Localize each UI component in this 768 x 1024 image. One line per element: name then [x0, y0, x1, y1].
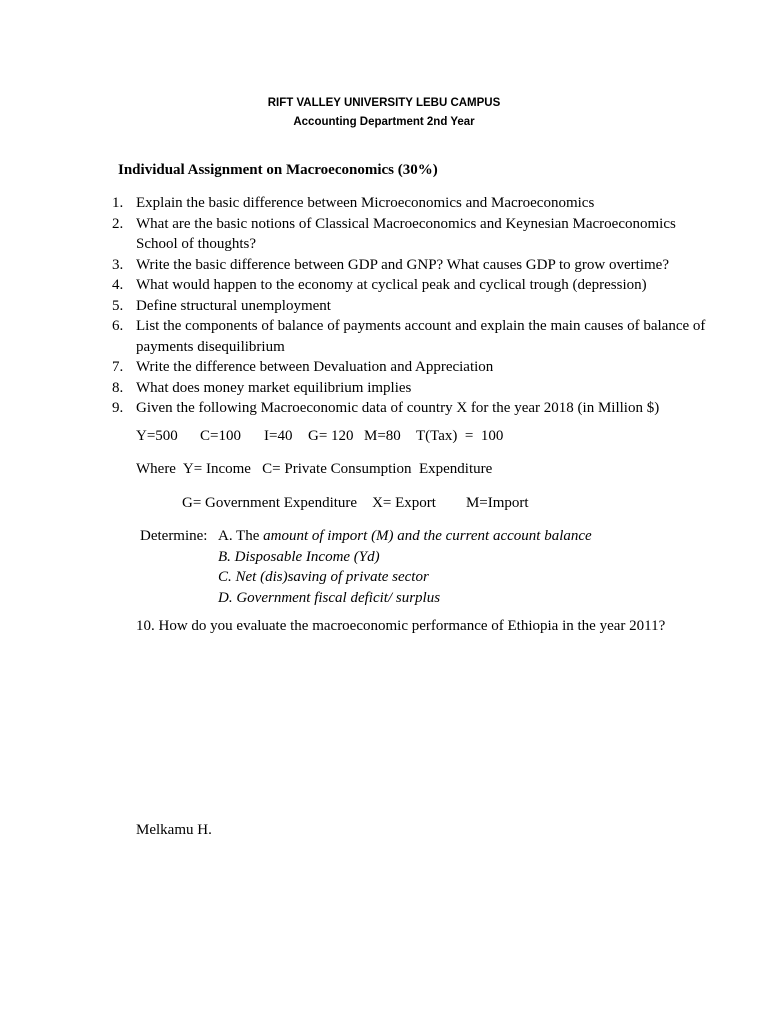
question-text: Write the basic difference between GDP and GNP? What causes GDP to grow overtime? — [136, 256, 669, 273]
list-item — [110, 255, 710, 276]
determine-options — [218, 526, 638, 608]
question-number: 7. — [112, 359, 124, 375]
option-b: B. Disposable Income (Yd) — [218, 548, 380, 565]
list-item — [110, 398, 710, 419]
option-a-prefix: A. The — [218, 528, 264, 544]
macro-data-line — [136, 426, 503, 446]
option-a-text: amount of import (M) and the current account balance — [263, 528, 592, 544]
question-text: What are the basic notions of Classical Macroeconomics and Keynesian Macroeconomics School of thoughts? — [136, 215, 676, 252]
question-number: 6. — [112, 318, 124, 334]
data-i: I=40 — [264, 428, 293, 444]
data-m: M=80 — [364, 428, 401, 444]
option-c: C. Net (dis)saving of private sector — [218, 569, 429, 585]
question-text: Given the following Macroeconomic data of country X for the year 2018 (in Million $) — [136, 400, 660, 416]
list-item — [110, 296, 710, 317]
data-t: T(Tax) = 100 — [416, 428, 504, 444]
author-signature: Melkamu H. — [136, 822, 212, 838]
question-text: Write the difference between Devaluation and Appreciation — [136, 359, 494, 375]
data-y: Y=500 — [136, 428, 178, 444]
question-10: 10. How do you evaluate the macroeconomic performance of Ethiopia in the year 2011? — [136, 618, 666, 634]
document-header — [0, 94, 768, 132]
question-list — [110, 193, 710, 419]
list-item — [110, 316, 710, 357]
question-number: 1. — [112, 195, 124, 211]
data-c: C=100 — [200, 428, 241, 444]
list-item — [110, 214, 710, 255]
question-text: List the components of balance of payments account and explain the main causes of balance of payments disequilibrium — [136, 318, 706, 355]
question-text: Explain the basic difference between Microeconomics and Macroeconomics — [136, 195, 595, 211]
question-number: 3. — [112, 256, 124, 273]
question-number: 4. — [112, 277, 124, 293]
option-a — [218, 526, 638, 547]
question-text: What does money market equilibrium implies — [136, 379, 412, 396]
department-name: Accounting Department 2nd Year — [293, 116, 475, 128]
option-d: D. Government fiscal deficit/ surplus — [218, 589, 441, 606]
question-text: What would happen to the economy at cyclical peak and cyclical trough (depression) — [136, 277, 647, 293]
university-name: RIFT VALLEY UNIVERSITY LEBU CAMPUS — [267, 97, 501, 109]
data-g: G= 120 — [308, 428, 354, 444]
assignment-title: Individual Assignment on Macroeconomics (30%) — [118, 162, 438, 178]
question-text: Define structural unemployment — [136, 297, 331, 314]
more-definitions: G= Government Expenditure X= Export M=Import — [182, 495, 529, 511]
list-item — [110, 378, 710, 399]
question-number: 5. — [112, 297, 124, 314]
question-number: 8. — [112, 379, 124, 396]
question-number: 9. — [112, 400, 124, 416]
determine-label: Determine: — [140, 528, 208, 544]
list-item — [110, 193, 710, 214]
list-item — [110, 357, 710, 378]
where-definitions: Where Y= Income C= Private Consumption Expenditure — [136, 461, 493, 477]
list-item — [110, 275, 710, 296]
question-number: 2. — [112, 215, 124, 232]
